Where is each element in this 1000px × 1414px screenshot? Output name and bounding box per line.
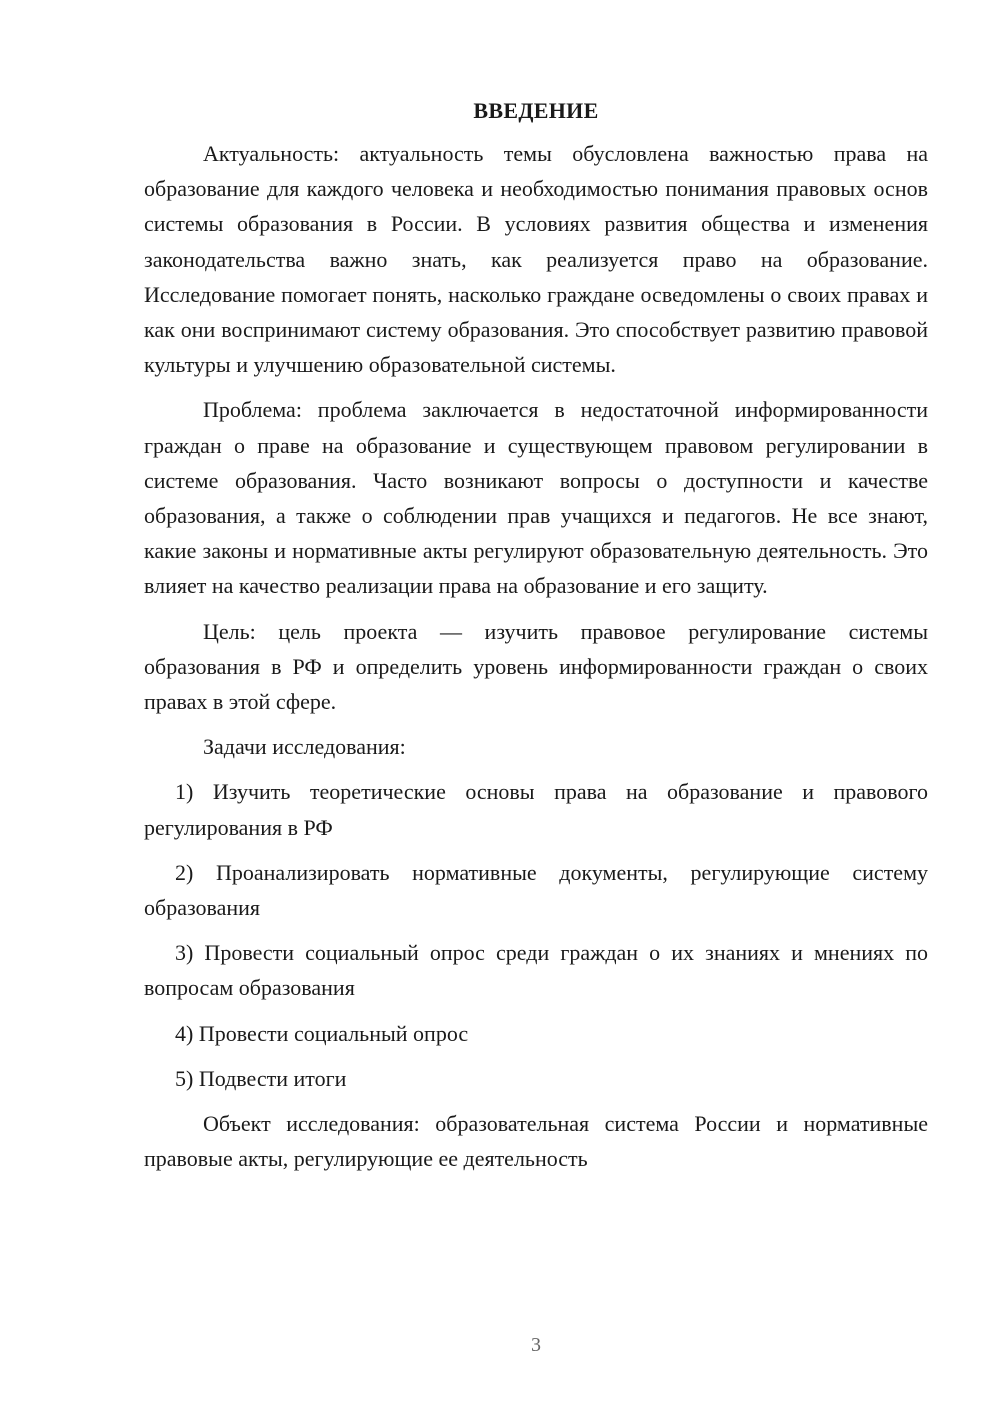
page-number: 3 xyxy=(531,1334,541,1356)
task-item-2: 2) Проанализировать нормативные документы, регулирующие систему образования xyxy=(144,859,928,921)
task-item-3: 3) Провести социальный опрос среди граждан о их знаниях и мнениях по вопросам образования xyxy=(144,940,928,1001)
goal-paragraph: Цель: цель проекта — изучить правовое регулирование системы образования в РФ и определить уровень информированности граждан о своих правах в этой сфере. xyxy=(144,618,928,715)
object-paragraph: Объект исследования: образовательная система России и нормативные правовые акты, регулирующие ее деятельность xyxy=(144,1111,928,1172)
page-content xyxy=(144,96,928,1186)
task-item-1: 1) Изучить теоретические основы права на образование и правового регулирования в РФ xyxy=(144,779,928,840)
tasks-title: Задачи исследования: xyxy=(203,734,406,760)
page-heading: ВВЕДЕНИЕ xyxy=(473,98,599,123)
task-item-4: 4) Провести социальный опрос xyxy=(175,1020,469,1046)
relevance-paragraph: Актуальность: актуальность темы обусловлена важностью права на образование для каждого человека и необходимостью понимания правовых основ системы образования в России. В условиях развития общества и изменения законодательства важно знать, как реализуется право на образование. Исследование помогает понять, насколько граждане осведомлены о своих правах и как они воспринимают систему образования. Это способствует развитию правовой культуры и улучшению образовательной системы. xyxy=(144,141,928,378)
task-item-5: 5) Подвести итоги xyxy=(175,1065,347,1091)
problem-paragraph: Проблема: проблема заключается в недостаточной информированности граждан о праве на образование и существующем правовом регулировании в системе образования. Часто возникают вопросы о доступности и качестве образования, а также о соблюдении прав учащихся и педагогов. Не все знают, какие законы и нормативные акты регулируют образовательную деятельность. Это влияет на качество реализации права на образование и его защиту. xyxy=(144,397,928,599)
